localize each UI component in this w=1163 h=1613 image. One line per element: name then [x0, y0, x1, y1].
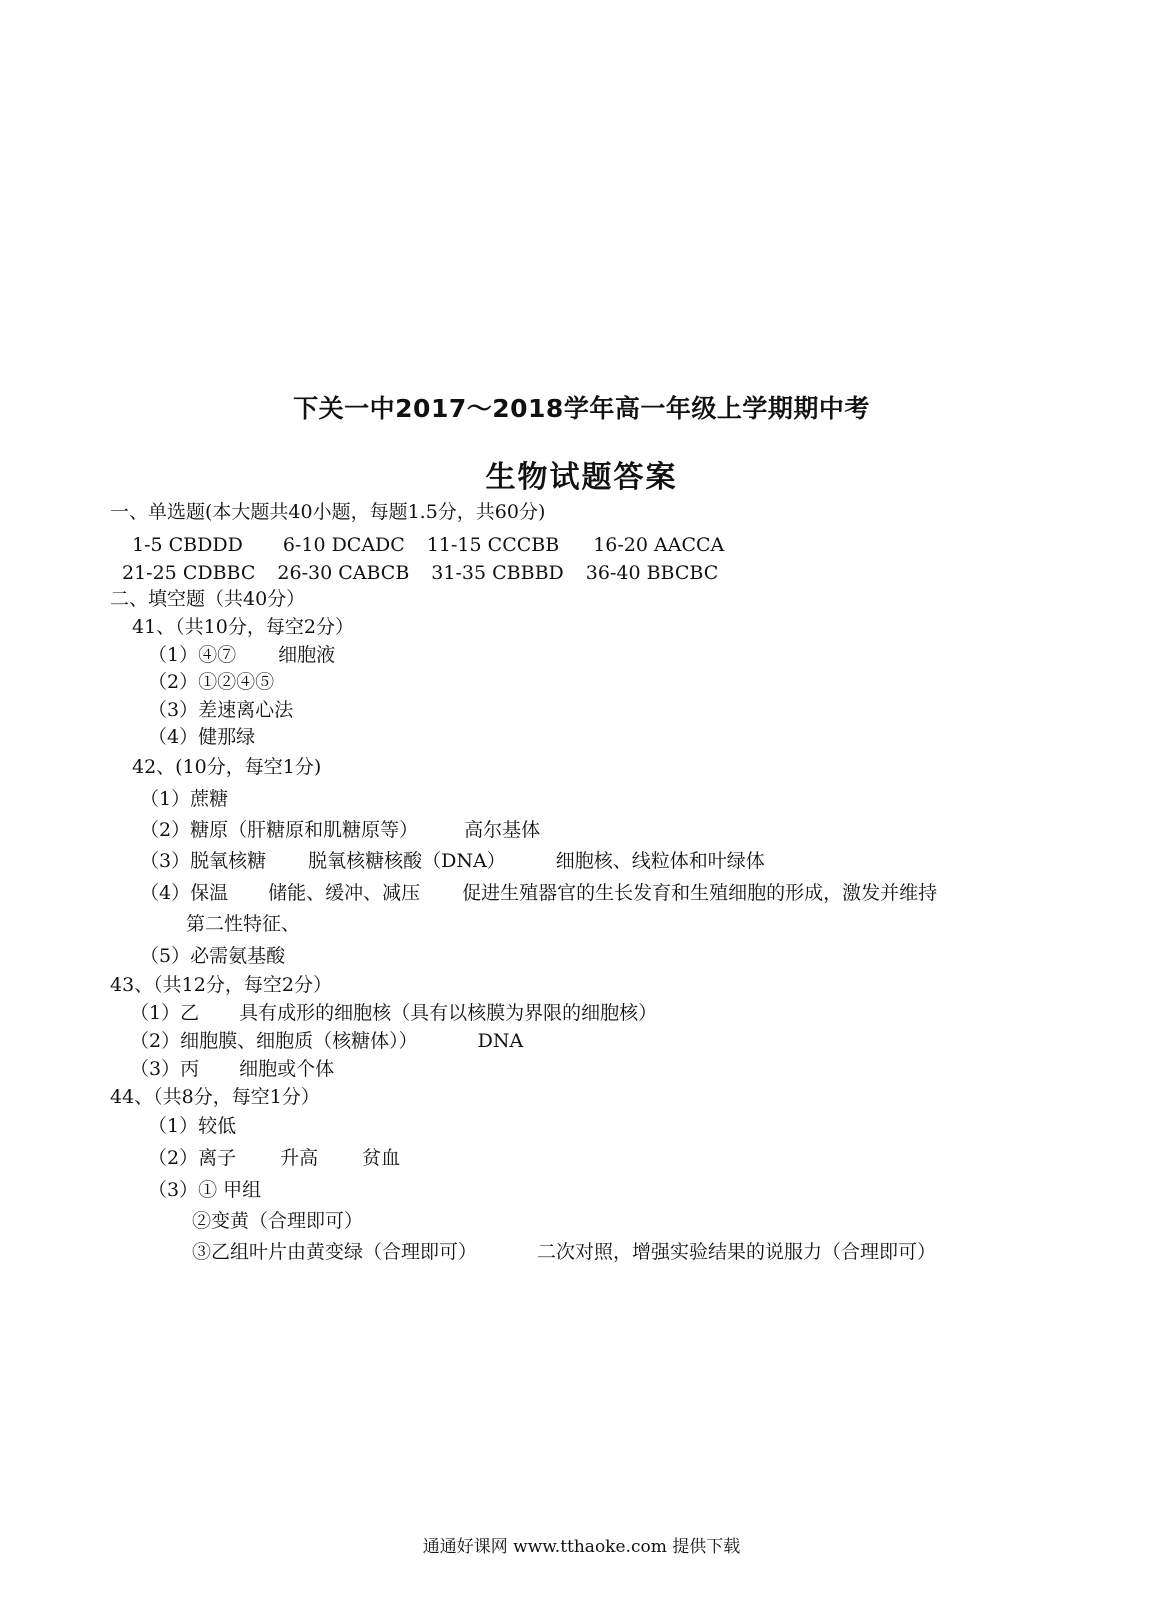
q41-answer-1 [148, 643, 335, 667]
q44-heading: 44、（共8分，每空1分） [110, 1086, 320, 1108]
q44-answer-1: （1）较低 [148, 1115, 237, 1137]
answer-part: （2）糖原（肝糖原和肌糖原等） [140, 819, 419, 841]
q42-heading: 42、(10分，每空1分) [132, 756, 322, 778]
answer-part: DNA [477, 1030, 524, 1052]
answer-part: 高尔基体 [464, 819, 541, 841]
answer-part: （2）细胞膜、细胞质（核糖体）） [130, 1030, 418, 1052]
footer-source-note: 通通好课网 www.tthaoke.com 提供下载 [422, 1537, 741, 1557]
answer-part: ③乙组叶片由黄变绿（合理即可） [192, 1241, 478, 1263]
q44-answer-3: （3）① 甲组 [148, 1179, 262, 1201]
q44-answer-3-2: ②变黄（合理即可） [192, 1210, 364, 1232]
answer-group: 6-10 DCADC [282, 534, 405, 556]
answer-group: 36-40 BBCBC [585, 562, 719, 584]
answer-group: 11-15 CCCBB [426, 534, 560, 556]
q42-answer-5: （5）必需氨基酸 [140, 945, 286, 967]
q41-answer-3: （3）差速离心法 [148, 699, 294, 721]
answer-part: 储能、缓冲、减压 [268, 882, 421, 904]
q41-answer-2: （2）①②④⑤ [148, 671, 275, 693]
section2-heading: 二、填空题（共40分） [110, 588, 306, 610]
q42-answer-3 [140, 849, 765, 873]
answer-part: 促进生殖器官的生长发育和生殖细胞的形成，激发并维持 [462, 882, 938, 904]
q43-answer-2 [130, 1029, 523, 1053]
answer-group: 31-35 CBBBD [431, 562, 564, 584]
q44-answer-2 [148, 1146, 400, 1170]
answer-part: 细胞液 [278, 644, 336, 666]
answer-part: 细胞或个体 [239, 1058, 335, 1080]
q42-answer-4-continued: 第二性特征、 [186, 913, 301, 935]
answer-part: 细胞核、线粒体和叶绿体 [555, 850, 765, 872]
answer-group: 16-20 AACCA [593, 534, 725, 556]
answer-row-2 [122, 561, 718, 585]
q44-answer-3-3 [192, 1240, 936, 1264]
exam-title: 下关一中2017～2018学年高一年级上学期期中考 [293, 394, 870, 423]
answer-part: （4）保温 [140, 882, 229, 904]
section1-heading: 一、单选题(本大题共40小题，每题1.5分，共60分) [110, 501, 546, 523]
answer-part: （1）乙 [130, 1002, 200, 1024]
answer-row-1 [132, 533, 724, 557]
answer-group: 26-30 CABCB [277, 562, 410, 584]
q41-answer-4: （4）健那绿 [148, 726, 256, 748]
answer-part: 贫血 [362, 1147, 401, 1169]
q43-answer-1 [130, 1001, 657, 1025]
answer-part: 二次对照，增强实验结果的说服力（合理即可） [537, 1241, 937, 1263]
answer-part: （2）离子 [148, 1147, 237, 1169]
answer-title: 生物试题答案 [485, 460, 678, 495]
q42-answer-2 [140, 818, 540, 842]
q43-heading: 43、（共12分，每空2分） [110, 974, 332, 996]
q42-answer-1: （1）蔗糖 [140, 788, 229, 810]
answer-group: 1-5 CBDDD [132, 534, 243, 556]
answer-part: 升高 [280, 1147, 319, 1169]
answer-part: 脱氧核糖核酸（DNA） [308, 850, 506, 872]
answer-part: （1）④⑦ [148, 644, 237, 666]
answer-part: （3）丙 [130, 1058, 200, 1080]
q41-heading: 41、（共10分，每空2分） [132, 616, 354, 638]
answer-group: 21-25 CDBBC [122, 562, 256, 584]
q42-answer-4 [140, 881, 937, 905]
answer-part: （3）脱氧核糖 [140, 850, 267, 872]
answer-part: 具有成形的细胞核（具有以核膜为界限的细胞核） [239, 1002, 658, 1024]
q43-answer-3 [130, 1057, 334, 1081]
